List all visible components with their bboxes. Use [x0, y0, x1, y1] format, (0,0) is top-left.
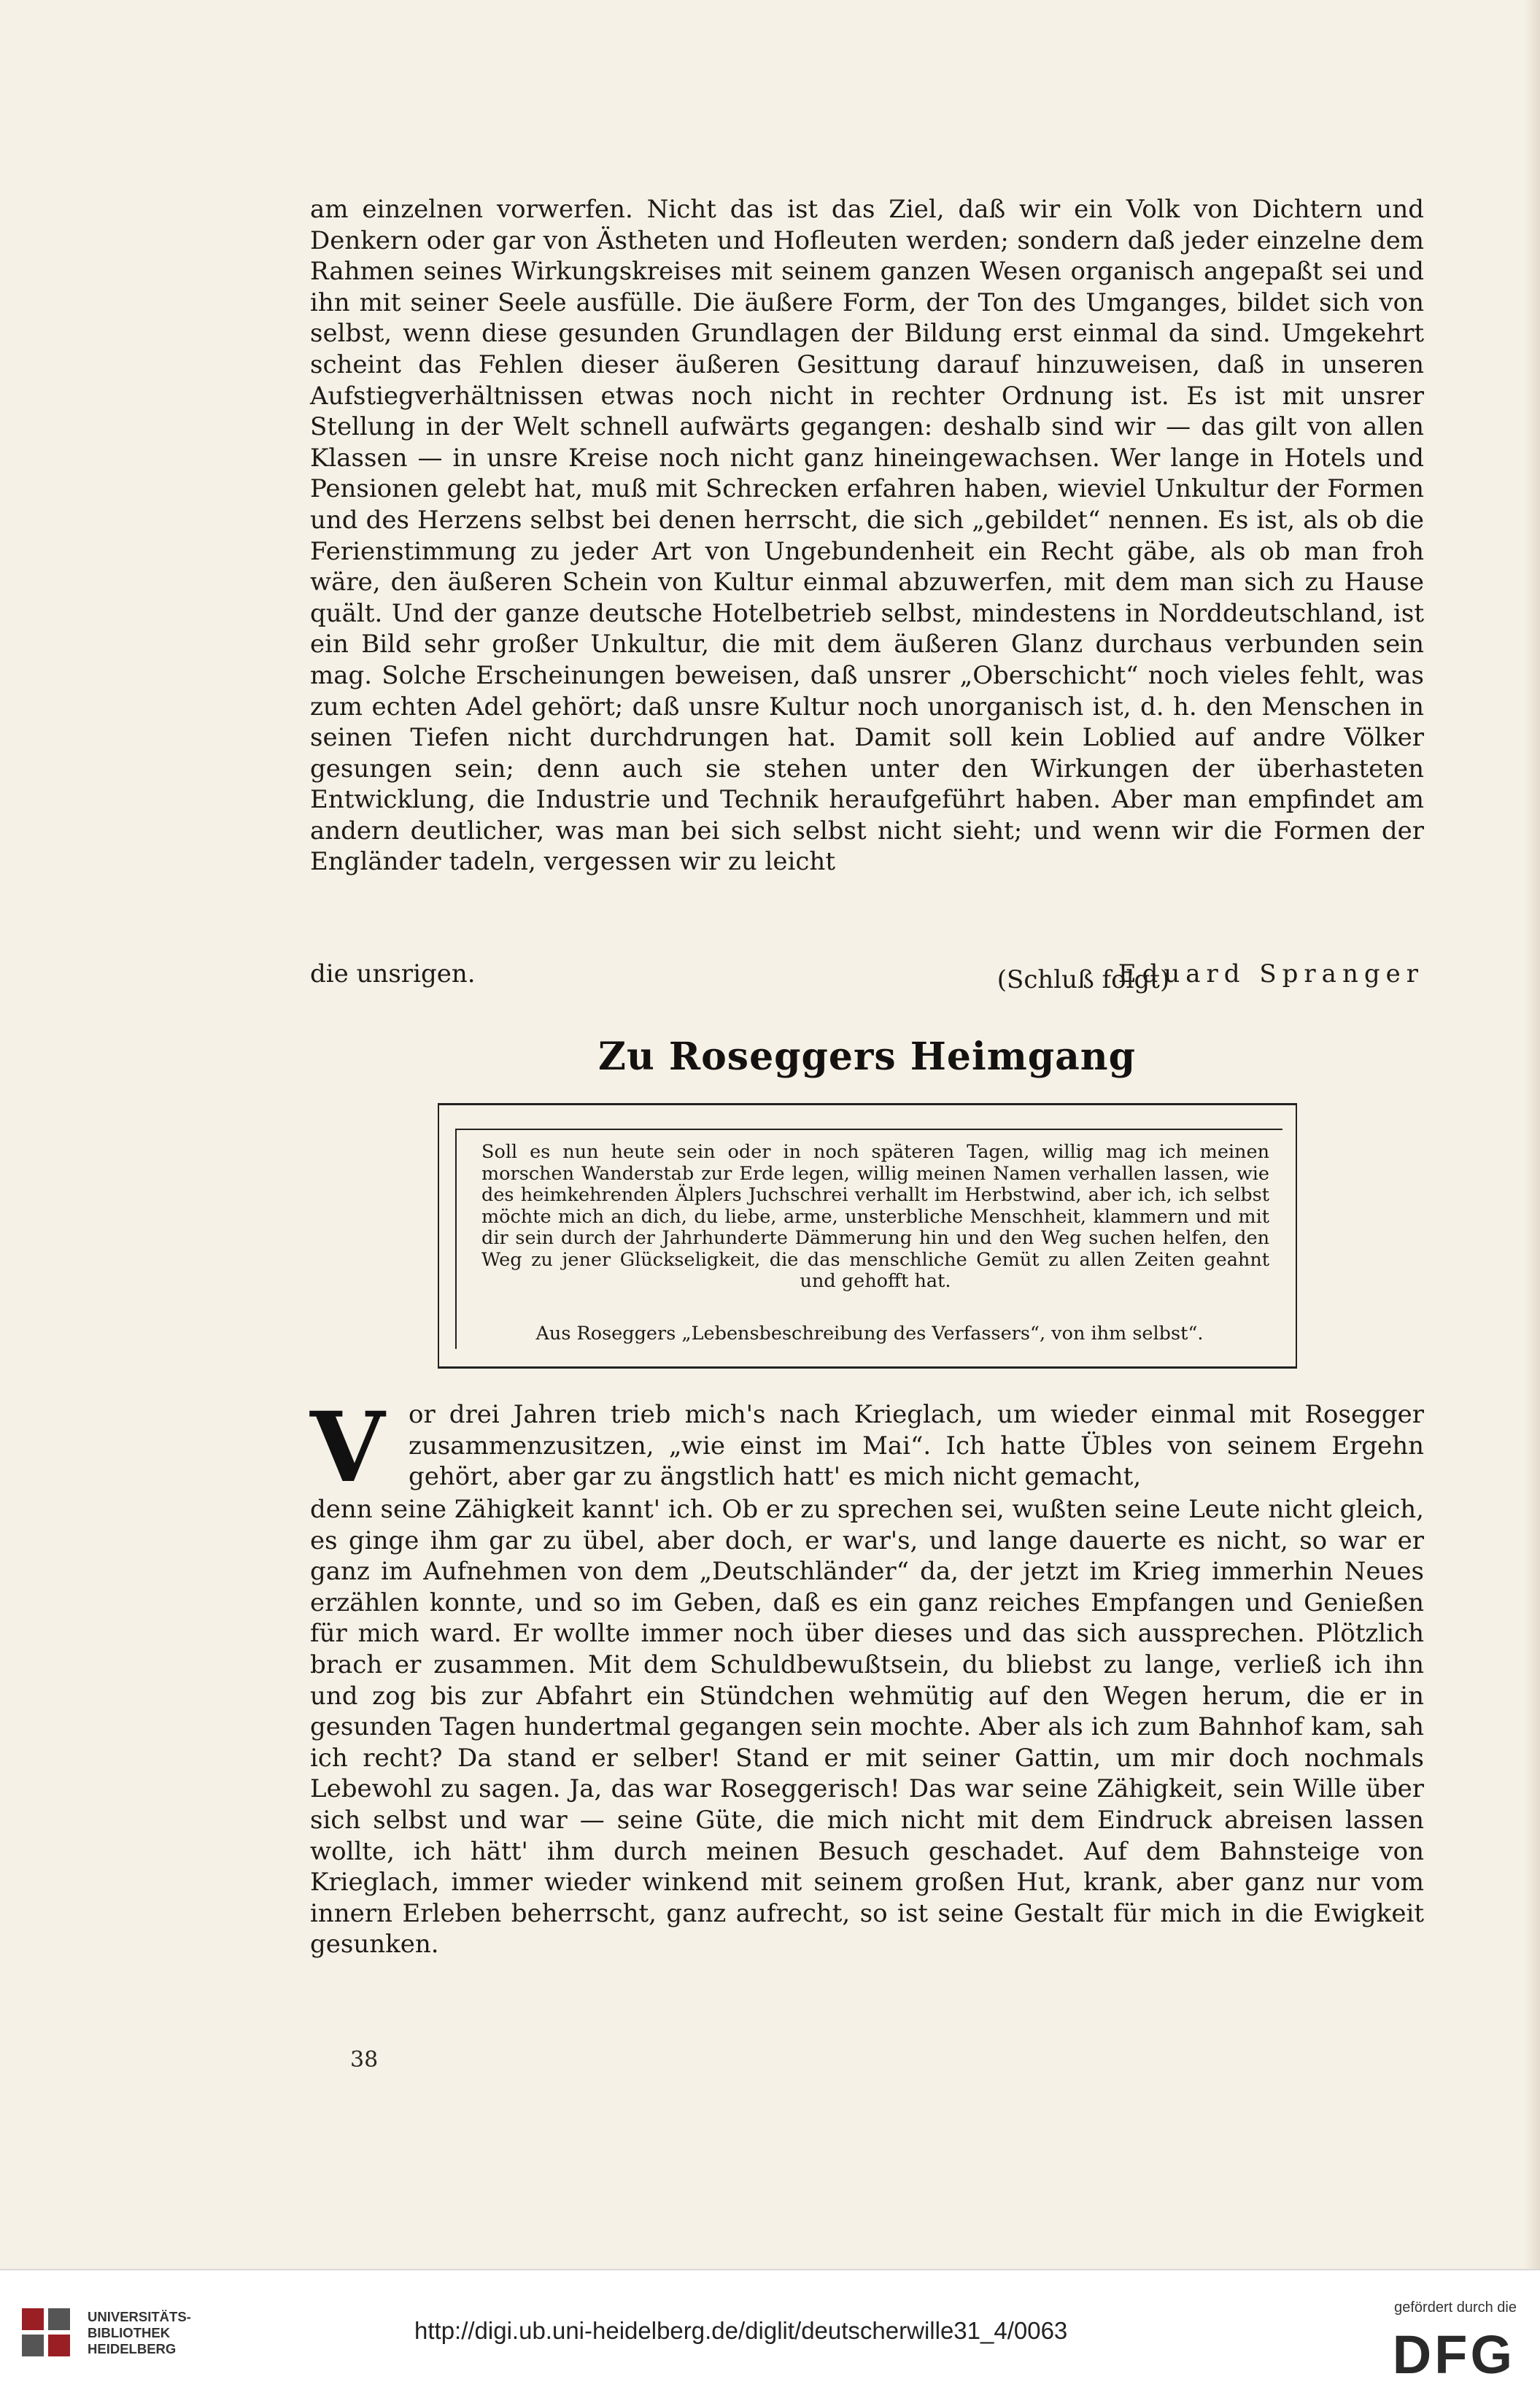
article-title: Zu Roseggers Heimgang [598, 1034, 1136, 1079]
permalink-url[interactable]: http://digi.ub.uni-heidelberg.de/diglit/deutscherwille31_4/0063 [414, 2317, 1068, 2344]
opening-paragraph: or drei Jahren trieb mich's nach Krieglach, um wieder einmal mit Rosegger zusammenzusitzen, „wie einst im Mai“. Ich hatte Übles von seinem Ergehn gehört, aber gar zu ängstlich hatt' es mich nicht gemacht, [409, 1400, 1424, 1492]
library-line-2: BIBLIOTHEK [88, 2325, 171, 2340]
epigraph-box [438, 1103, 1297, 1369]
library-line-3: HEIDELBERG [88, 2341, 177, 2356]
article-closing-line [310, 959, 1424, 994]
epigraph-text: Soll es nun heute sein oder in noch späteren Tagen, willig mag ich meinen morschen Wanderstab zur Erde legen, willig meinen Namen verhallen lassen, wie des heimkehrenden Älplers Juchschrei verhallt im Herbstwind, aber ich, ich selbst möchte mich an dich, du liebe, arme, unsterbliche Menschheit, klammern und mit dir sein durch der Jahrhunderte Dämmerung hin und den Weg suchen helfen, den Weg zu jener Glückseligkeit, die das menschliche Gemüt zu allen Zeiten geahnt und gehofft hat. [481, 1141, 1269, 1292]
page-number: 38 [350, 2047, 379, 2073]
library-name[interactable] [88, 2309, 191, 2357]
article-paragraph: am einzelnen vorwerfen. Nicht das ist das Ziel, daß wir ein Volk von Dichtern und Denkern oder gar von Ästheten und Hofleuten werden; sondern daß jeder einzelne dem Rahmen seines Wirkungskreises mit seinem ganzen Wesen organisch angepaßt sei und ihn mit seiner Seele ausfülle. Die äußere Form, der Ton des Umganges, bildet sich von selbst, wenn diese gesunden Grundlagen der Bildung erst einmal da sind. Umgekehrt scheint das Fehlen dieser äußeren Gesittung darauf hinzuweisen, daß in unseren Aufstiegverhältnissen etwas noch nicht in rechter Ordnung ist. Es ist mit unsrer Stellung in der Welt schnell aufwärts gegangen: deshalb sind wir — das gilt von allen Klassen — in unsre Kreise noch nicht ganz hineingewachsen. Wer lange in Hotels und Pensionen gelebt hat, muß mit Schrecken erfahren haben, wieviel Unkultur der Formen und des Herzens selbst bei denen herrscht, die sich „gebildet“ nennen. Es ist, als ob die Ferienstimmung zu jeder Art von Ungebundenheit ein Recht gäbe, als ob man froh wäre, den äußeren Schein von Kultur einmal abzuwerfen, mit dem man sich zu Hause quält. Und der ganze deutsche Hotelbetrieb selbst, mindestens in Norddeutschland, ist ein Bild sehr großer Unkultur, die mit dem äußeren Glanz durchaus verbunden sein mag. Solche Erscheinungen beweisen, daß unsrer „Oberschicht“ noch vieles fehlt, was zum echten Adel gehört; daß unsre Kultur noch unorganisch ist, d. h. den Menschen in seinen Tiefen nicht durchdrungen hat. Damit soll kein Loblied auf andre Völker gesungen sein; denn auch sie stehen unter den Wirkungen der überhasteten Entwicklung, die Industrie und Technik heraufgeführt haben. Aber man empfindet am andern deutlicher, was man bei sich selbst nicht sieht; und wenn wir die Formen der Engländer tadeln, vergessen wir zu leicht [310, 195, 1424, 877]
closing-text: die unsrigen. [310, 959, 476, 989]
body-paragraph: denn seine Zähigkeit kannt' ich. Ob er zu sprechen sei, wußten seine Leute nicht gleich, es ginge ihm gar zu übel, aber doch, er war's, und lange dauerte es nicht, so war er ganz im Aufnehmen von dem „Deutschländer“ da, der jetzt im Krieg immerhin Neues erzählen konnte, und so im Geben, daß es ein ganz reiches Empfangen und Genießen für mich ward. Er wollte immer noch über dieses und das sich aussprechen. Plötzlich brach er zusammen. Mit dem Schuldbewußtsein, du bliebst zu lange, verließ ich ihn und zog bis zur Abfahrt ein Stündchen wehmütig auf den Wegen herum, die er in gesunden Tagen hundertmal gegangen sein mochte. Aber als ich zum Bahnhof kam, sah ich recht? Da stand er selber! Stand er mit seiner Gattin, um mir doch nochmals Lebewohl zu sagen. Ja, das war Roseggerisch! Das war seine Zähigkeit, sein Wille über sich selbst und war — seine Güte, die mich nicht mit dem Eindruck abreisen lassen wollte, ich hätt' ihm durch meinen Besuch geschadet. Auf dem Bahnsteige von Krieglach, immer wieder winkend mit seinem großen Hut, krank, aber ganz nur vom innern Erleben beherrscht, ganz aufrecht, so ist seine Gestalt für mich in die Ewigkeit gesunken. [310, 1495, 1424, 1960]
continuation-note: (Schluß folgt) [997, 965, 1170, 994]
sponsor-note: gefördert durch die [1394, 2300, 1517, 2316]
university-logo-icon[interactable] [18, 2304, 76, 2365]
library-line-1: UNIVERSITÄTS- [88, 2309, 191, 2324]
page-edge-shadow [1524, 0, 1540, 2269]
drop-cap: V [310, 1391, 385, 1504]
footer-divider [0, 2269, 1540, 2270]
epigraph-source: Aus Roseggers „Lebensbeschreibung des Verfassers“, von ihm selbst“. [535, 1323, 1204, 1345]
dfg-logo[interactable]: DFG [1392, 2324, 1515, 2385]
author-signature: Eduard Spranger [1118, 959, 1424, 989]
